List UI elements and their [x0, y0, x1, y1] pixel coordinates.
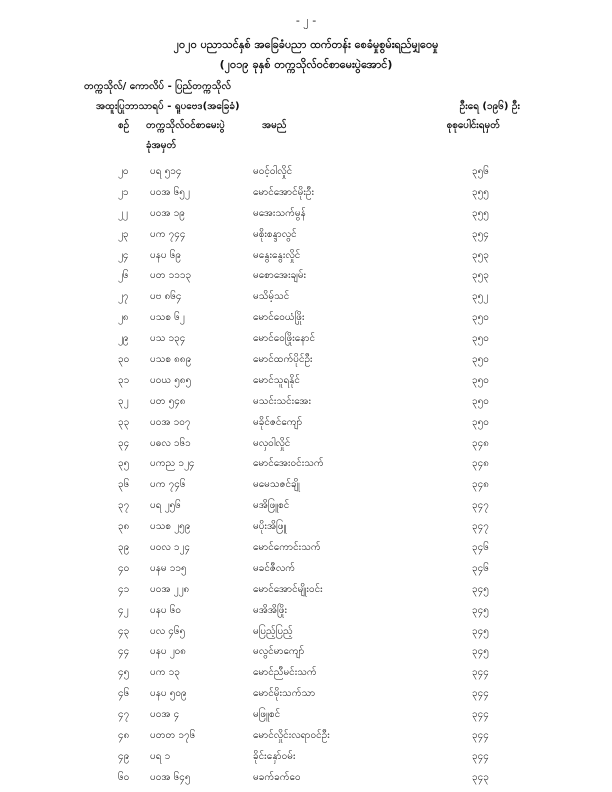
row-number: ၃၉: [118, 542, 130, 554]
total-score: ၃၅၆: [472, 166, 489, 177]
table-row: [0, 749, 612, 770]
roll-number: ပရ ၅၁၄: [150, 166, 182, 177]
university-label: တက္ကသိုလ်/ ကောလိပ် - ပြည်တက္ကသိုလ်: [84, 81, 231, 92]
student-name: မနွေးနွေးလှိုင်: [253, 249, 301, 261]
total-score: ၃၅၀: [472, 416, 489, 428]
row-number: ၃၅: [118, 458, 130, 470]
total-score: ၃၄၆: [472, 562, 489, 574]
total-score: ၃၅၀: [472, 395, 489, 407]
roll-number: ပဝယ ၅၈၅: [150, 374, 192, 386]
row-number: ၄၁: [118, 583, 130, 595]
total-score: ၃၄၅: [472, 625, 489, 637]
table-row: [0, 394, 612, 415]
table-row: [0, 498, 612, 519]
student-name: မောင်မိုးသက်သာ: [253, 688, 316, 700]
table-row: [0, 665, 612, 686]
row-number: ၂၉: [118, 333, 129, 345]
student-name: မောင်ဝေဖြိုးနောင်: [253, 333, 316, 345]
student-name: မခိုင်ဇင်ကျော်: [253, 416, 303, 428]
table-row: [0, 248, 612, 269]
student-name: မောင်လှိုင်းလရာဝင်ဦး: [253, 730, 330, 742]
total-score: ၃၄၈: [472, 479, 489, 491]
row-number: ၄၅: [118, 667, 130, 679]
document-title: ၂၀၂၀ ပညာသင်နှစ် အခြေခံပညာ ထက်တန်း စေခံမှုစွမ်းရည်မျှဝေမှု: [173, 38, 439, 51]
roll-number: ပနပ ၂၀၈: [150, 646, 187, 658]
total-score: ၃၄၅: [472, 604, 489, 616]
student-name: မောင်အောင်မျိုးဝင်း: [253, 583, 323, 595]
student-name: မပြည့်ပြည့်: [253, 625, 293, 637]
row-number: ၂၇: [118, 291, 129, 303]
table-row: [0, 540, 612, 561]
specialization-label: အထူးပြုဘာသာရပ် - ရူပဗေဒ(အခြေခံ): [96, 101, 240, 112]
roll-number: ပရ ၁: [150, 750, 171, 762]
roll-number: ပဝအ ၁၀၇: [150, 416, 191, 428]
student-name: မသိမ့်သင်: [253, 291, 290, 303]
roll-number: ပနမ ၁၁၅: [150, 562, 187, 574]
row-number: ၃၃: [118, 416, 130, 428]
total-score: ၃၅၅: [472, 186, 489, 198]
row-number: ၄၀: [118, 562, 130, 574]
row-number: ၄၄: [118, 646, 130, 658]
total-score: ၃၄၃: [472, 771, 489, 783]
row-number: ၃၈: [118, 521, 130, 533]
student-name: မမေသဇင်ချို: [253, 479, 300, 491]
table-row: [0, 310, 612, 331]
student-name: မောင်သူရနိုင်: [253, 374, 300, 386]
table-row: [0, 164, 612, 185]
roll-number: ပသ ၁၃၄: [150, 333, 186, 345]
student-name: မစောအေးချမ်း: [253, 270, 307, 282]
table-row: [0, 603, 612, 624]
roll-number: ပသစ ၈၈၉: [150, 354, 192, 366]
roll-number: ပဓလ ၁၆၁: [150, 437, 191, 449]
student-name: မအိအိဖြိုး: [253, 604, 288, 616]
row-number: ၂၁: [118, 186, 129, 198]
roll-number: ပဝလ ၁၂၄: [150, 542, 191, 554]
table-row: [0, 185, 612, 206]
table-row: [0, 644, 612, 665]
roll-number: ပလ ၄၆၅: [150, 625, 186, 637]
row-number: ၃၆: [118, 479, 130, 491]
roll-number: ပက ၇၄၄: [150, 228, 186, 240]
column-header-name: အမည်: [262, 120, 287, 131]
table-row: [0, 624, 612, 645]
table-row: [0, 373, 612, 394]
roll-number: ပဝအ ၂၂၈: [150, 583, 190, 595]
total-score: ၃၄၄: [472, 730, 489, 742]
row-number: ၆၀: [118, 771, 130, 783]
row-number: ၄၂: [118, 604, 129, 616]
student-name: မောင်ထက်ပိုင်ဦး: [253, 354, 313, 366]
student-name: မခက်ခက်ဝေ: [253, 771, 301, 783]
row-number: ၄၈: [118, 730, 130, 742]
table-row: [0, 519, 612, 540]
column-header-score: စုစုပေါင်းရမှတ်: [446, 120, 500, 131]
row-number: ၃၄: [118, 437, 130, 449]
row-number: ၄၉: [118, 750, 130, 762]
table-row: [0, 415, 612, 436]
roll-number: ပရ ၂၅၆: [150, 500, 181, 512]
total-score: ၃၅၅: [472, 207, 489, 219]
total-score: ၃၅၀: [472, 374, 489, 386]
total-score: ၃၅၀: [472, 354, 489, 366]
row-number: ၄၃: [118, 625, 130, 637]
table-row: [0, 582, 612, 603]
roll-number: ပနပ ၆၉: [150, 249, 182, 261]
table-row: [0, 770, 612, 791]
student-name: မောင်ဝေယံဖြိုး: [253, 312, 305, 324]
roll-number: ပသစ ၆၂: [150, 312, 185, 324]
total-score: ၃၄၅: [472, 646, 489, 658]
student-name: မလှဝါလှိုင်: [253, 437, 291, 449]
total-score: ၃၅၀: [472, 312, 489, 324]
row-number: ၄၇: [118, 709, 130, 721]
roll-number: ပသစ ၂၅၉: [150, 521, 191, 533]
row-number: ၃၁: [118, 374, 130, 386]
roll-number: ပဗ ၈၆၄: [150, 291, 182, 303]
table-row: [0, 477, 612, 498]
total-score: ၃၄၈: [472, 458, 489, 470]
total-score: ၃၄၄: [472, 688, 489, 700]
student-name: မအေးသက်မွန်: [253, 207, 306, 219]
results-table: [0, 164, 612, 791]
total-score: ၃၄၈: [472, 437, 489, 449]
roll-number: ပနပ ၅၀၉: [150, 688, 187, 700]
table-row: [0, 436, 612, 457]
table-row: [0, 728, 612, 749]
student-name: မသင်းသင်းအေး: [253, 395, 311, 407]
roll-number: ပဝအ ၄: [150, 709, 180, 721]
column-header-no: စဉ်: [118, 120, 130, 131]
roll-number: ပတ ၁၁၁၃: [150, 270, 192, 282]
row-number: ၂၈: [118, 312, 129, 324]
row-number: ၄၆: [118, 688, 130, 700]
total-score: ၃၄၄: [472, 667, 489, 679]
student-name: မောင်ညီမင်းသက်: [253, 667, 317, 679]
total-score: ၃၅၄: [472, 228, 489, 240]
roll-number: ပက ၇၄၆: [150, 479, 186, 491]
total-score: ၃၅၀: [472, 333, 489, 345]
table-row: [0, 352, 612, 373]
row-number: ၃၇: [118, 500, 130, 512]
roll-number: ပတ ၅၄၈: [150, 395, 186, 407]
table-row: [0, 268, 612, 289]
student-name: မဖြူစင်: [253, 709, 281, 721]
student-name: မောင်အောင်မိုးဦး: [253, 186, 315, 198]
total-score: ၃၅၃: [472, 249, 489, 261]
total-score: ၃၄၄: [472, 750, 489, 762]
student-name: မပိုးအိဖြူ: [253, 521, 287, 533]
total-score: ၃၄၄: [472, 709, 489, 721]
table-row: [0, 206, 612, 227]
student-name: မဝင့်ဝါလှိုင်: [253, 166, 293, 177]
row-number: ၂၂: [118, 207, 128, 219]
column-header-roll-sub: ခုံအမှတ်: [146, 140, 177, 151]
roll-number: ပနပ ၆၀: [150, 604, 182, 616]
table-row: [0, 707, 612, 728]
student-name: မအိဖြူစင်: [253, 500, 290, 512]
student-name: မောင်အေးဝင်းသက်: [253, 458, 324, 470]
document-subtitle: (၂၀၁၉ ခုနှစ် တက္ကသိုလ်ဝင်စာမေးပွဲအောင်): [219, 58, 393, 71]
row-number: ၃၂: [118, 395, 129, 407]
roll-number: ပဝအ ၁၉: [150, 207, 185, 219]
table-row: [0, 686, 612, 707]
roll-number: ပကည ၁၂၄: [150, 458, 195, 470]
student-name: မစိုးစန္ဒာလွင်: [253, 228, 297, 240]
total-count: ဦးရေ (၁၉၆) ဦး: [459, 101, 520, 112]
roll-number: ပဝအ ၆၄၅: [150, 771, 191, 783]
table-row: [0, 561, 612, 582]
table-row: [0, 331, 612, 352]
table-row: [0, 456, 612, 477]
total-score: ၃၅၃: [472, 270, 489, 282]
row-number: ၂၃: [118, 228, 129, 240]
page-number: - ၂ -: [295, 14, 317, 27]
total-score: ၃၄၆: [472, 542, 489, 554]
student-name: မလွင်မာကျော်: [253, 646, 305, 658]
roll-number: ပက ၁၃: [150, 667, 180, 679]
row-number: ၂၄: [118, 249, 129, 261]
row-number: ၃၀: [118, 354, 130, 366]
roll-number: ပတတ ၁၇၆: [150, 730, 196, 742]
total-score: ၃၄၅: [472, 583, 489, 595]
total-score: ၃၄၇: [472, 500, 489, 512]
table-row: [0, 289, 612, 310]
student-name: ခိုင်းနှော်ဝမ်း: [253, 750, 296, 762]
total-score: ၃၅၂: [472, 291, 489, 303]
roll-number: ပဝအ ၆၅၂: [150, 186, 190, 198]
student-name: မခင်ဇီလက်: [253, 562, 295, 574]
total-score: ၃၄၇: [472, 521, 489, 533]
column-header-roll: တက္ကသိုလ်ဝင်စာမေးပွဲ: [146, 120, 225, 131]
table-row: [0, 227, 612, 248]
student-name: မောင်ကောင်းသက်: [253, 542, 321, 554]
row-number: ၂၀: [118, 166, 129, 177]
row-number: ၂၆: [118, 270, 129, 282]
